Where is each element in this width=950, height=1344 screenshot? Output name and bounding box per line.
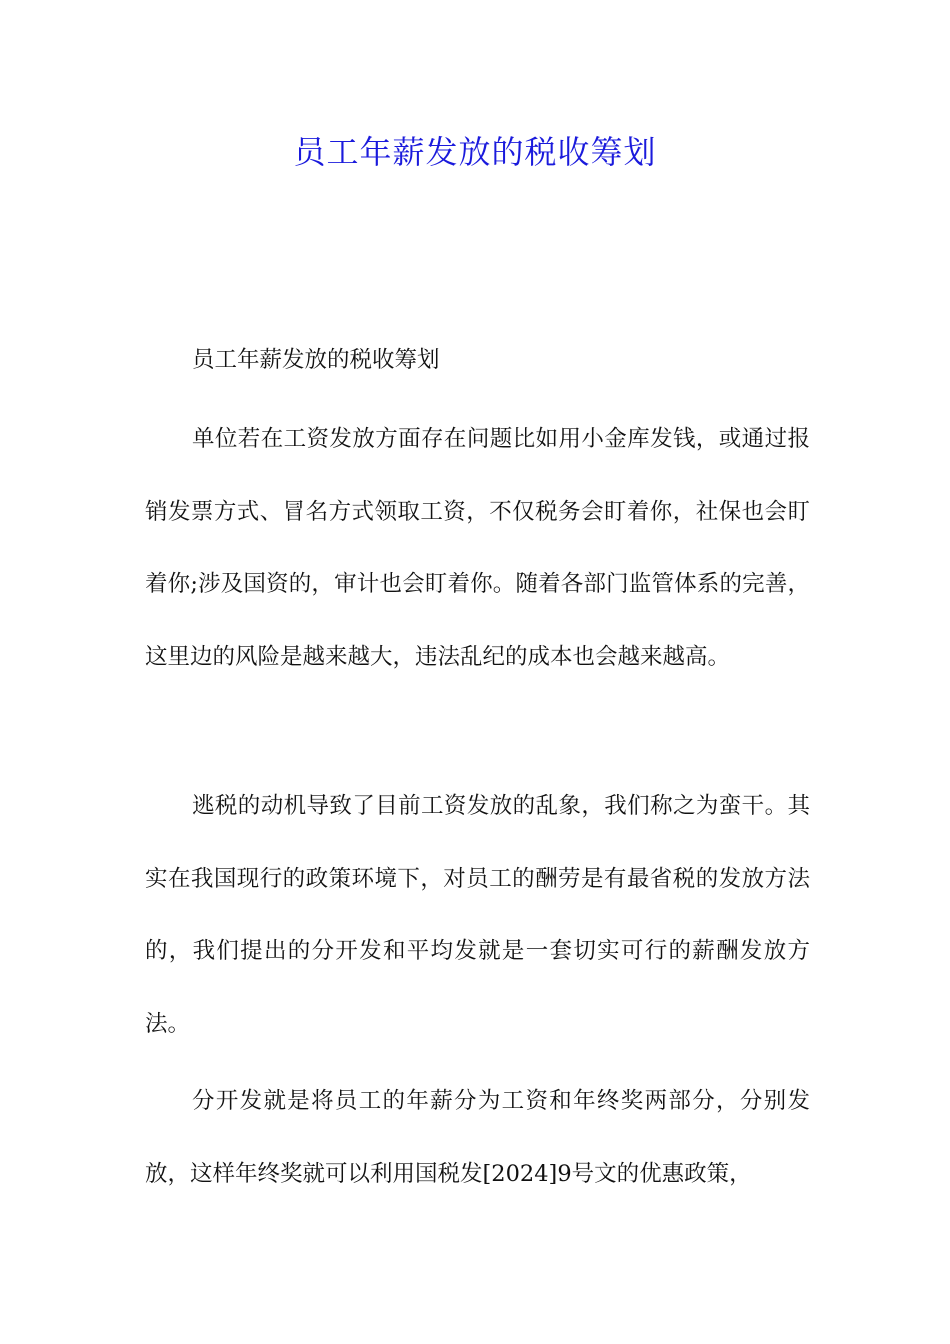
paragraph-1: 单位若在工资发放方面存在问题比如用小金库发钱，或通过报销发票方式、冒名方式领取工资，不仅税务会盯着你，社保也会盯着你;涉及国资的，审计也会盯着你。随着各部门监管体系的完善，这里边的风险是越来越大，违法乱纪的成本也会越来越高。 xyxy=(145,426,810,670)
document-title: 员工年薪发放的税收筹划 xyxy=(293,133,657,171)
paragraph-2: 逃税的动机导致了目前工资发放的乱象，我们称之为蛮干。其实在我国现行的政策环境下，对员工的酬劳是有最省税的发放方法的，我们提出的分开发和平均发就是一套切实可行的薪酬发放方法。 xyxy=(145,793,810,1037)
document-subtitle: 员工年薪发放的税收筹划 xyxy=(192,347,440,373)
paragraph-3: 分开发就是将员工的年薪分为工资和年终奖两部分，分别发放，这样年终奖就可以利用国税发[2024]9号文的优惠政策， xyxy=(145,1088,810,1187)
